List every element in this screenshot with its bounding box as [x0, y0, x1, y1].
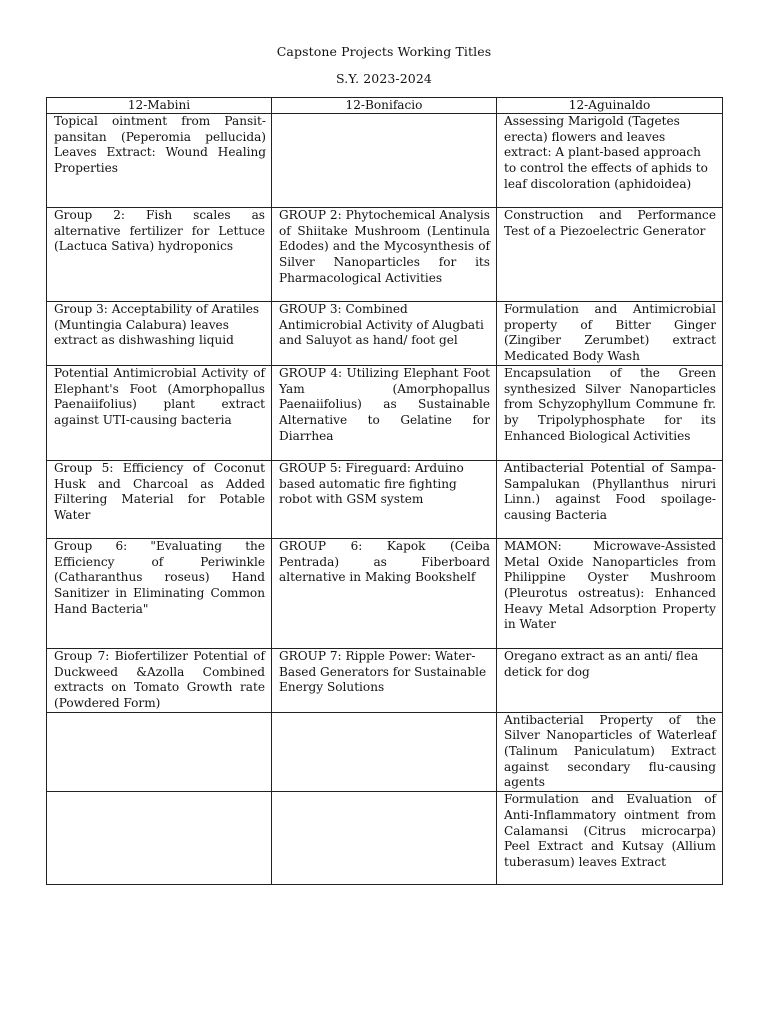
table-row	[47, 792, 723, 885]
table-cell: Group 5: Efficiency of Coconut Husk and Charcoal as Added Filtering Material for Potable Water	[47, 460, 272, 538]
projects-table	[46, 97, 723, 885]
table-cell: Encapsulation of the Green synthesized Silver Nanoparticles from Schyzophyllum Commune fr. by Tripolyphosphate for its Enhanced Biological Activities	[497, 365, 723, 460]
table-cell	[272, 712, 497, 792]
table-cell: Oregano extract as an anti/ flea detick for dog	[497, 648, 723, 712]
column-header-mabini: 12-Mabini	[47, 98, 272, 114]
table-cell: GROUP 7: Ripple Power: Water-Based Generators for Sustainable Energy Solutions	[272, 648, 497, 712]
table-row	[47, 460, 723, 538]
table-cell	[47, 792, 272, 885]
table-cell: Formulation and Evaluation of Anti-Inflammatory ointment from Calamansi (Citrus microcarpa) Peel Extract and Kutsay (Allium tuberasum) leaves Extract	[497, 792, 723, 885]
table-cell	[47, 712, 272, 792]
table-cell: GROUP 4: Utilizing Elephant Foot Yam (Amorphopallus Paenaiifolius) as Sustainable Alternative to Gelatine for Diarrhea	[272, 365, 497, 460]
table-row	[47, 302, 723, 366]
table-cell: Topical ointment from Pansit-pansitan (Peperomia pellucida) Leaves Extract: Wound Healing Properties	[47, 114, 272, 208]
table-cell: GROUP 2: Phytochemical Analysis of Shiitake Mushroom (Lentinula Edodes) and the Mycosynthesis of Silver Nanoparticles for its Pharmacological Activities	[272, 208, 497, 302]
table-cell	[272, 114, 497, 208]
column-header-bonifacio: 12-Bonifacio	[272, 98, 497, 114]
table-cell: Antibacterial Potential of Sampa-Sampalukan (Phyllanthus niruri Linn.) against Food spoilage-causing Bacteria	[497, 460, 723, 538]
table-cell: GROUP 5: Fireguard: Arduino based automatic fire fighting robot with GSM system	[272, 460, 497, 538]
table-header-row	[47, 98, 723, 114]
table-row	[47, 114, 723, 208]
table-row	[47, 712, 723, 792]
table-cell	[272, 792, 497, 885]
school-year: S.Y. 2023-2024	[336, 71, 432, 86]
table-cell: GROUP 3: Combined Antimicrobial Activity of Alugbati and Saluyot as hand/ foot gel	[272, 302, 497, 366]
table-cell: Formulation and Antimicrobial property of Bitter Ginger (Zingiber Zerumbet) extract Medicated Body Wash	[497, 302, 723, 366]
table-row	[47, 538, 723, 648]
table-cell: Potential Antimicrobial Activity of Elephant's Foot (Amorphopallus Paenaiifolius) plant extract against UTI-causing bacteria	[47, 365, 272, 460]
table-cell: Group 3: Acceptability of Aratiles (Muntingia Calabura) leaves extract as dishwashing liquid	[47, 302, 272, 366]
table-cell: Antibacterial Property of the Silver Nanoparticles of Waterleaf (Talinum Paniculatum) Extract against secondary flu-causing agents	[497, 712, 723, 792]
table-cell: Construction and Performance Test of a Piezoelectric Generator	[497, 208, 723, 302]
table-row	[47, 648, 723, 712]
column-header-aguinaldo: 12-Aguinaldo	[497, 98, 723, 114]
table-cell: GROUP 6: Kapok (Ceiba Pentrada) as Fiberboard alternative in Making Bookshelf	[272, 538, 497, 648]
table-cell: MAMON: Microwave-Assisted Metal Oxide Nanoparticles from Philippine Oyster Mushroom (Pleurotus ostreatus): Enhanced Heavy Metal Adsorption Property in Water	[497, 538, 723, 648]
table-row	[47, 208, 723, 302]
table-cell: Group 6: "Evaluating the Efficiency of Periwinkle (Catharanthus roseus) Hand Sanitizer in Eliminating Common Hand Bacteria"	[47, 538, 272, 648]
document-title: Capstone Projects Working Titles	[276, 44, 492, 59]
table-row	[47, 365, 723, 460]
table-cell: Assessing Marigold (Tagetes erecta) flowers and leaves extract: A plant-based approach to control the effects of aphids to leaf discoloration (aphidoidea)	[497, 114, 723, 208]
table-cell: Group 7: Biofertilizer Potential of Duckweed &Azolla Combined extracts on Tomato Growth rate (Powdered Form)	[47, 648, 272, 712]
table-cell: Group 2: Fish scales as alternative fertilizer for Lettuce (Lactuca Sativa) hydroponics	[47, 208, 272, 302]
